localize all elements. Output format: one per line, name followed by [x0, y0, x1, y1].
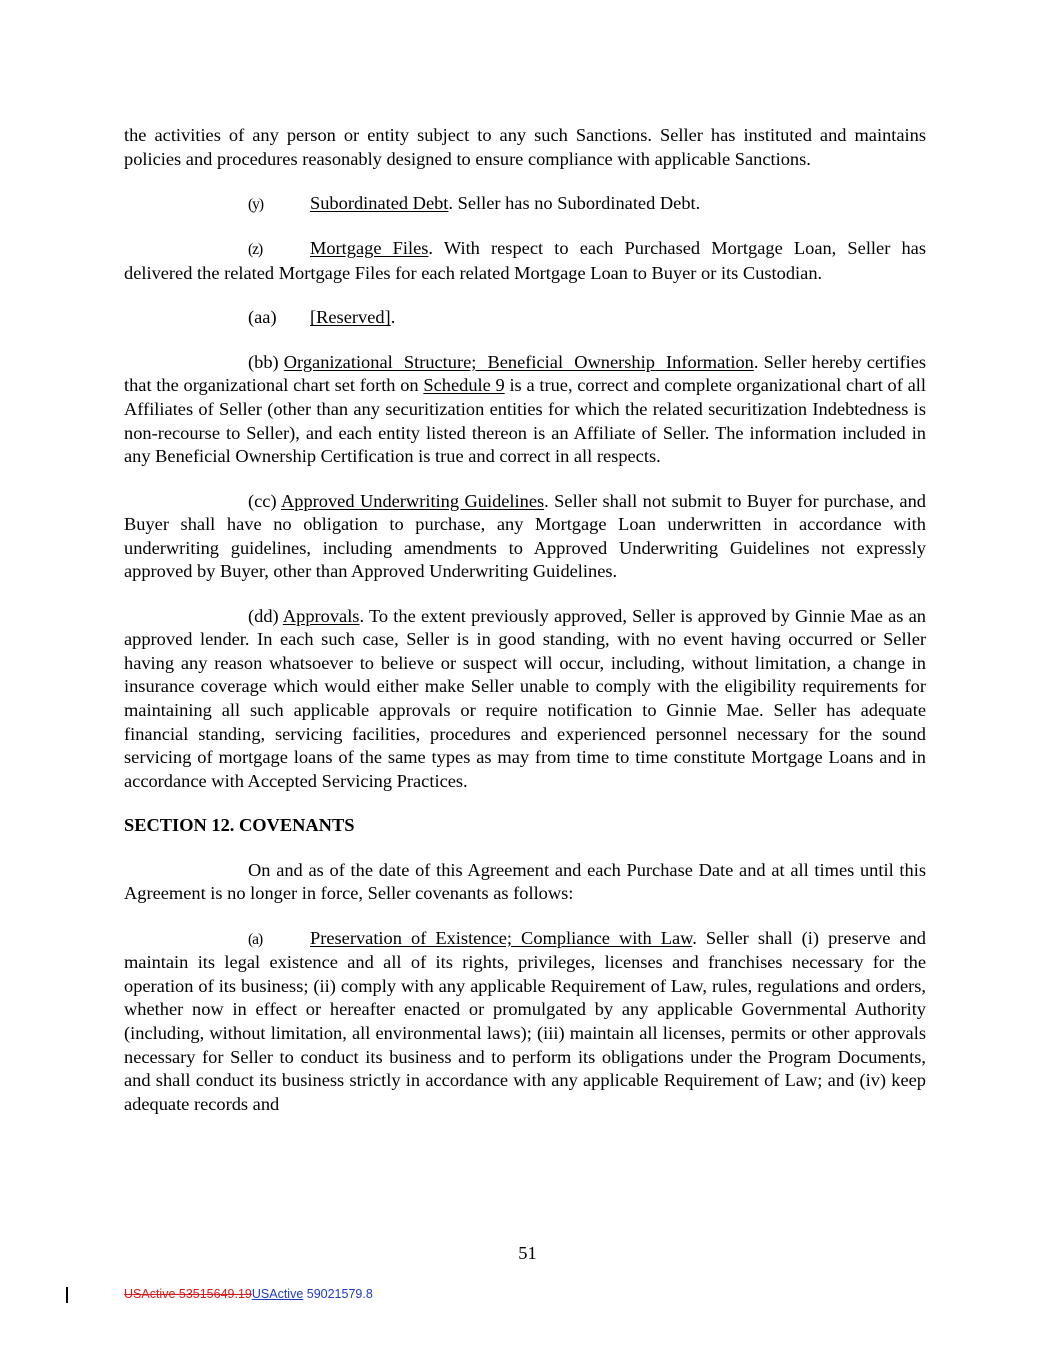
item-text: . Seller has no Subordinated Debt. — [448, 192, 701, 213]
item-label: (a) — [248, 930, 263, 948]
item-text-continued: is a true, correct and complete organizational chart of all Affiliates of Seller (other than any securitization entities for which the related securitization Indebtedness is non-recourse to Seller), and each entity listed thereon is an Affiliate of Seller. The information included in any Beneficial Ownership Certification is true and correct in all respects. — [124, 375, 926, 467]
item-text: . Seller hereby certifies that the organizational chart set forth on — [124, 351, 927, 396]
item-dd-approvals — [124, 605, 926, 794]
item-title: Preservation of Existence; Compliance with Law — [310, 927, 693, 948]
item-label: (bb) — [248, 351, 279, 372]
item-text: . Seller shall not submit to Buyer for purchase, and Buyer shall have no obligation to purchase, any Mortgage Loan underwritten in accordance with underwriting guidelines, including amendments to Approved Underwriting Guidelines not expressly approved by Buyer, other than Approved Underwriting Guidelines. — [124, 490, 926, 582]
item-z-mortgage-files — [124, 237, 926, 285]
item-bb-organizational-structure — [124, 351, 926, 469]
item-label: (dd) — [248, 605, 279, 626]
item-cc-approved-underwriting-guidelines — [124, 490, 926, 584]
item-text: . With respect to each Purchased Mortgage Loan, Seller has delivered the related Mortgage Files for each related Mortgage Loan to Buyer or its Custodian. — [124, 238, 926, 283]
item-title: Organizational Structure; Beneficial Ownership Information — [283, 351, 754, 372]
item-text: . To the extent previously approved, Seller is approved by Ginnie Mae as an approved lender. In each such case, Seller is in good standing, with no event having occurred or Seller having any reason whatsoever to believe or suspect will occur, including, without limitation, a change in insurance coverage which would either make Seller unable to comply with the eligibility requirements for maintaining all such applicable approvals or require notification to Ginnie Mae. Seller has adequate financial standing, servicing facilities, procedures and experienced personnel necessary for the sound servicing of mortgage loans of the same types as may from time to time constitute Mortgage Loans and in accordance with Accepted Servicing Practices. — [124, 605, 926, 791]
item-label: (z) — [248, 241, 263, 259]
covenant-a-preservation-of-existence — [124, 927, 926, 1117]
item-label: (y) — [248, 195, 264, 213]
footer-document-id — [124, 1287, 373, 1301]
item-aa-reserved — [124, 306, 926, 330]
document-page — [124, 124, 926, 1137]
page-number: 51 — [518, 1243, 537, 1263]
item-text: . Seller shall (i) preserve and maintain its legal existence and all of its rights, privileges, licenses and franchises necessary for the operation of its business; (ii) comply with any applicable Requirement of Law, rules, regulations and orders, whether now in effect or hereafter enacted or promulgated by any applicable Governmental Authority (including, without limitation, all environmental laws); (iii) maintain all licenses, permits or other approvals necessary for Seller to conduct its business and to perform its obligations under the Program Documents, and shall conduct its business strictly in accordance with any applicable Requirement of Law; and (iv) keep adequate records and — [124, 927, 926, 1114]
section-heading: SECTION 12. COVENANTS — [124, 815, 355, 836]
item-y-subordinated-debt — [124, 192, 926, 217]
item-text: . — [390, 307, 396, 328]
section-intro: On and as of the date of this Agreement and each Purchase Date and at all times until this Agreement is no longer in force, Seller covenants as follows: — [124, 859, 926, 904]
item-title: Approved Underwriting Guidelines — [281, 490, 545, 511]
item-title: [Reserved] — [310, 307, 391, 328]
item-title: Subordinated Debt — [310, 192, 449, 213]
inserted-doc-number: 59021579.8 — [303, 1287, 373, 1301]
inserted-doc-ref: USActive — [251, 1287, 304, 1301]
item-title: Approvals — [282, 605, 360, 626]
item-title: Mortgage Files — [310, 238, 429, 259]
item-label: (cc) — [248, 490, 277, 511]
paragraph-sanctions-continuation: the activities of any person or entity subject to any such Sanctions. Seller has instituted and maintains policies and procedures reasonably designed to ensure compliance with applicable Sanctions. — [124, 125, 926, 169]
item-label: (aa) — [248, 307, 277, 328]
deleted-doc-ref: USActive 53515649.19 — [124, 1287, 252, 1301]
change-bar — [66, 1287, 68, 1303]
schedule-link: Schedule 9 — [423, 375, 505, 396]
